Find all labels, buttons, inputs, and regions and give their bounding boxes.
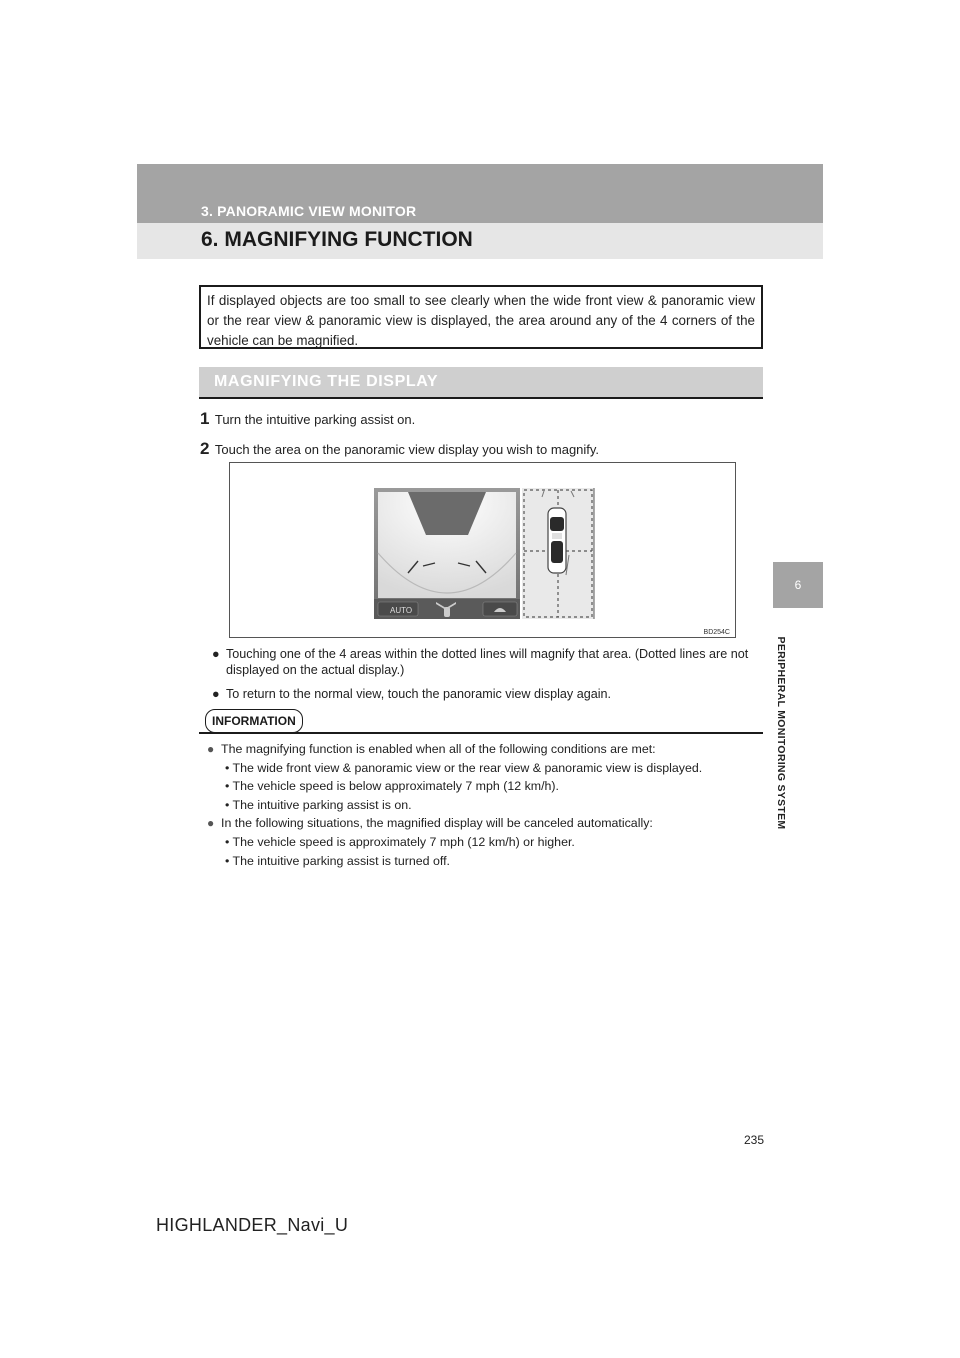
step-number: 1 <box>200 409 210 428</box>
step-1 <box>200 409 415 429</box>
page-number: 235 <box>744 1133 765 1147</box>
footer-text: HIGHLANDER_Navi_U <box>156 1215 349 1235</box>
figure-code: BD254C <box>703 629 730 636</box>
info-subitem: • The vehicle speed is approximately 7 mph (12 km/h) or higher. <box>225 834 575 849</box>
information-tag: INFORMATION <box>205 709 303 733</box>
info-subitem: • The vehicle speed is below approximately 7 mph (12 km/h). <box>225 779 559 794</box>
list-item <box>212 646 762 678</box>
subheader <box>199 367 763 399</box>
information-rule <box>199 732 763 734</box>
bullet-text: To return to the normal view, touch the panoramic view display again. <box>226 687 612 701</box>
bullet-list <box>212 646 762 710</box>
info-subitem: • The intuitive parking assist is on. <box>225 797 412 812</box>
bullet-text: Touching one of the 4 areas within the dotted lines will magnify that area. (Dotted lines are not displayed on the actual display.) <box>226 647 749 677</box>
info-item <box>207 740 767 759</box>
info-subitem: • The intuitive parking assist is turned off. <box>225 853 450 868</box>
auto-button-label: AUTO <box>390 606 413 615</box>
info-item <box>207 814 767 833</box>
section-label: 3. PANORAMIC VIEW MONITOR <box>201 203 417 219</box>
info-item-text: The magnifying function is enabled when all of the following conditions are met: <box>221 742 656 756</box>
car-icon <box>444 607 450 617</box>
information-list <box>207 740 767 870</box>
intro-box: If displayed objects are too small to see clearly when the wide front view & panoramic view or the rear view & panoramic view is displayed, the area around any of the 4 corners of the vehicle can be magnified. <box>199 285 763 349</box>
info-bullet-marker: ● <box>207 816 215 831</box>
subheader-text: MAGNIFYING THE DISPLAY <box>214 373 439 390</box>
chapter-label <box>772 618 790 848</box>
page-title: 6. MAGNIFYING FUNCTION <box>201 228 473 251</box>
info-item-text: In the following situations, the magnified display will be canceled automatically: <box>221 816 653 831</box>
step-2 <box>200 439 599 459</box>
bullet-marker: ● <box>212 687 220 701</box>
panoramic-display-figure <box>229 462 736 638</box>
chapter-label-text: PERIPHERAL MONITORING SYSTEM <box>775 636 787 830</box>
bullet-marker: ● <box>212 647 220 661</box>
info-bullet-marker: ● <box>207 742 215 756</box>
panoramic-display-illustration <box>230 463 735 637</box>
chapter-tab: 6 <box>773 562 823 608</box>
step-text: Touch the area on the panoramic view display you wish to magnify. <box>214 442 600 457</box>
step-number: 2 <box>200 439 210 458</box>
step-text: Turn the intuitive parking assist on. <box>214 412 416 427</box>
list-item <box>212 686 762 702</box>
info-subitem: • The wide front view & panoramic view or the rear view & panoramic view is displayed. <box>225 760 703 775</box>
